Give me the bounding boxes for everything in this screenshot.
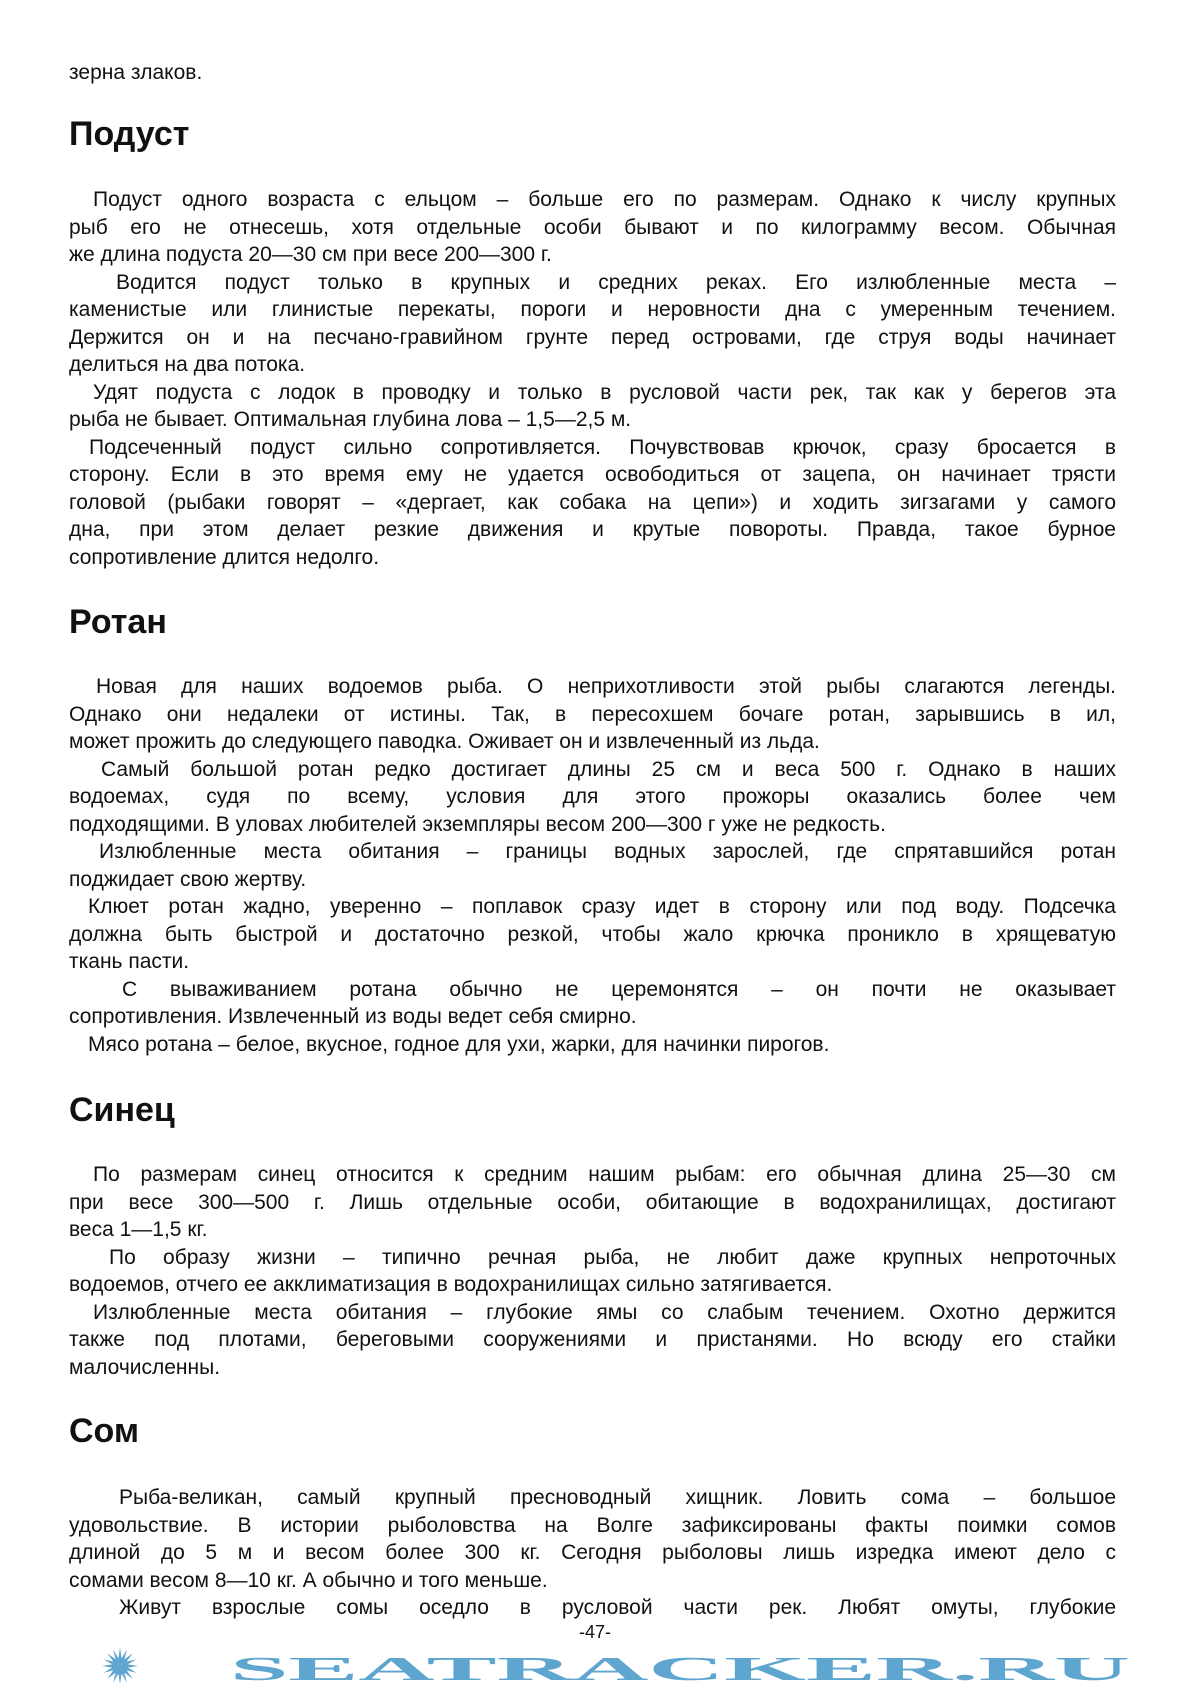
section-heading: Синец bbox=[69, 1091, 175, 1129]
text-line: Подсеченный подуст сильно сопротивляется. Почувствовав крючок, сразу бросается в bbox=[89, 435, 1116, 459]
paragraph bbox=[69, 756, 1116, 839]
text-line: зерна злаков. bbox=[69, 61, 203, 84]
text-line: сторону. Если в это время ему не удается освободиться от зацепа, он начинает трясти bbox=[69, 463, 1116, 486]
text-line: Однако они недалеки от истины. Так, в пересохшем бочаге ротан, зарывшись в ил, bbox=[69, 702, 1116, 726]
text-line: же длина подуста 20—30 см при весе 200—300 г. bbox=[69, 243, 552, 266]
paragraph bbox=[69, 976, 1116, 1031]
section-body bbox=[69, 186, 1116, 571]
intro-text bbox=[69, 59, 1116, 87]
section-heading: Сом bbox=[69, 1412, 140, 1450]
text-line: Рыба-великан, самый крупный пресноводный хищник. Ловить сома – большое bbox=[119, 1486, 1116, 1509]
text-line: также под плотами, береговыми сооружениями и пристанями. Но всюду его стайки bbox=[69, 1328, 1116, 1351]
text-line: водоемов, отчего ее акклиматизация в водохранилищах сильно затягивается. bbox=[69, 1273, 833, 1296]
text-line: рыб его не отнесешь, хотя отдельные особи бывают и по килограмму весом. Обычная bbox=[69, 215, 1116, 239]
paragraph bbox=[69, 379, 1116, 434]
text-line: сомами весом 8—10 кг. А обычно и того меньше. bbox=[69, 1568, 548, 1592]
text-line: поджидает свою жертву. bbox=[69, 867, 307, 891]
text-line: водоемах, судя по всему, условия для этого прожоры оказались более чем bbox=[69, 785, 1116, 808]
text-line: делиться на два потока. bbox=[69, 353, 306, 376]
text-line: С вываживанием ротана обычно не церемонятся – он почти не оказывает bbox=[122, 977, 1116, 1001]
starburst-icon bbox=[102, 1648, 138, 1684]
text-line: Держится он и на песчано-гравийном грунте перед островами, где струя воды начинает bbox=[69, 325, 1116, 349]
text-line: каменистые или глинистые перекаты, пороги и неровности дна с умеренным течением. bbox=[69, 298, 1116, 321]
text-line: рыба не бывает. Оптимальная глубина лова – 1,5—2,5 м. bbox=[69, 408, 632, 431]
text-line: Удят подуста с лодок в проводку и только в русловой части рек, так как у берегов эта bbox=[93, 380, 1116, 404]
text-line: сопротивления. Извлеченный из воды ведет себя смирно. bbox=[69, 1005, 637, 1028]
paragraph bbox=[69, 893, 1116, 976]
text-line: подходящими. В уловах любителей экземпляры весом 200—300 г уже не редкость. bbox=[69, 812, 886, 836]
text-line: при весе 300—500 г. Лишь отдельные особи, обитающие в водохранилищах, достигают bbox=[69, 1190, 1116, 1214]
text-line: удовольствие. В истории рыболовства на Волге зафиксированы факты поимки сомов bbox=[69, 1513, 1116, 1537]
section-body bbox=[69, 1161, 1116, 1381]
text-line: Клюет ротан жадно, уверенно – поплавок сразу идет в сторону или под воду. Подсечка bbox=[88, 895, 1116, 918]
paragraph bbox=[69, 269, 1116, 379]
text-line: головой (рыбаки говорят – «дергает, как собака на цепи») и ходить зигзагами у самого bbox=[69, 490, 1116, 514]
text-line: Излюбленные места обитания – глубокие ямы со слабым течением. Охотно держится bbox=[93, 1300, 1116, 1324]
text-line: По образу жизни – типично речная рыба, не любит даже крупных непроточных bbox=[109, 1245, 1116, 1269]
section-body bbox=[69, 673, 1116, 1058]
text-line: Новая для наших водоемов рыба. О неприхотливости этой рыбы слагаются легенды. bbox=[96, 675, 1116, 698]
paragraph bbox=[69, 434, 1116, 572]
text-line: ткань пасти. bbox=[69, 950, 190, 973]
section-body bbox=[69, 1484, 1116, 1622]
text-line: Самый большой ротан редко достигает длины 25 см и веса 500 г. Однако в наших bbox=[101, 757, 1116, 781]
paragraph bbox=[69, 838, 1116, 893]
paragraph bbox=[69, 1244, 1116, 1299]
section-heading: Ротан bbox=[69, 603, 167, 641]
text-line: По размерам синец относится к средним нашим рыбам: его обычная длина 25—30 см bbox=[93, 1163, 1116, 1186]
watermark-logo bbox=[0, 1648, 1190, 1684]
paragraph bbox=[69, 1161, 1116, 1244]
text-line: сопротивление длится недолго. bbox=[69, 545, 380, 569]
text-line: Живут взрослые сомы оседло в русловой части рек. Любят омуты, глубокие bbox=[119, 1596, 1116, 1619]
section-heading: Подуст bbox=[69, 115, 190, 153]
text-line: Водится подуст только в крупных и средних реках. Его излюбленные места – bbox=[116, 270, 1116, 294]
paragraph bbox=[69, 1484, 1116, 1594]
text-line: Подуст одного возраста с ельцом – больше его по размерам. Однако к числу крупных bbox=[93, 188, 1116, 211]
paragraph bbox=[69, 186, 1116, 269]
text-line: дна, при этом делает резкие движения и крутые повороты. Правда, такое бурное bbox=[69, 518, 1116, 541]
text-line: Мясо ротана – белое, вкусное, годное для ухи, жарки, для начинки пирогов. bbox=[88, 1032, 830, 1056]
text-line: должна быть быстрой и достаточно резкой, чтобы жало крючка проникло в хрящеватую bbox=[69, 922, 1116, 946]
page-number: -47- bbox=[578, 1622, 611, 1642]
text-line: Излюбленные места обитания – границы водных зарослей, где спрятавшийся ротан bbox=[99, 840, 1116, 863]
paragraph bbox=[69, 673, 1116, 756]
text-line: веса 1—1,5 кг. bbox=[69, 1218, 208, 1241]
text-line: может прожить до следующего паводка. Оживает он и извлеченный из льда. bbox=[69, 730, 820, 753]
paragraph bbox=[69, 1299, 1116, 1382]
paragraph bbox=[69, 1031, 1116, 1059]
paragraph bbox=[69, 1594, 1116, 1622]
text-line: длиной до 5 м и весом более 300 кг. Сегодня рыболовы лишь изредка имеют дело с bbox=[69, 1541, 1116, 1564]
text-line: малочисленны. bbox=[69, 1355, 221, 1379]
svg-text:SEATRACKER.RU: SEATRACKER.RU bbox=[230, 1651, 1130, 1684]
